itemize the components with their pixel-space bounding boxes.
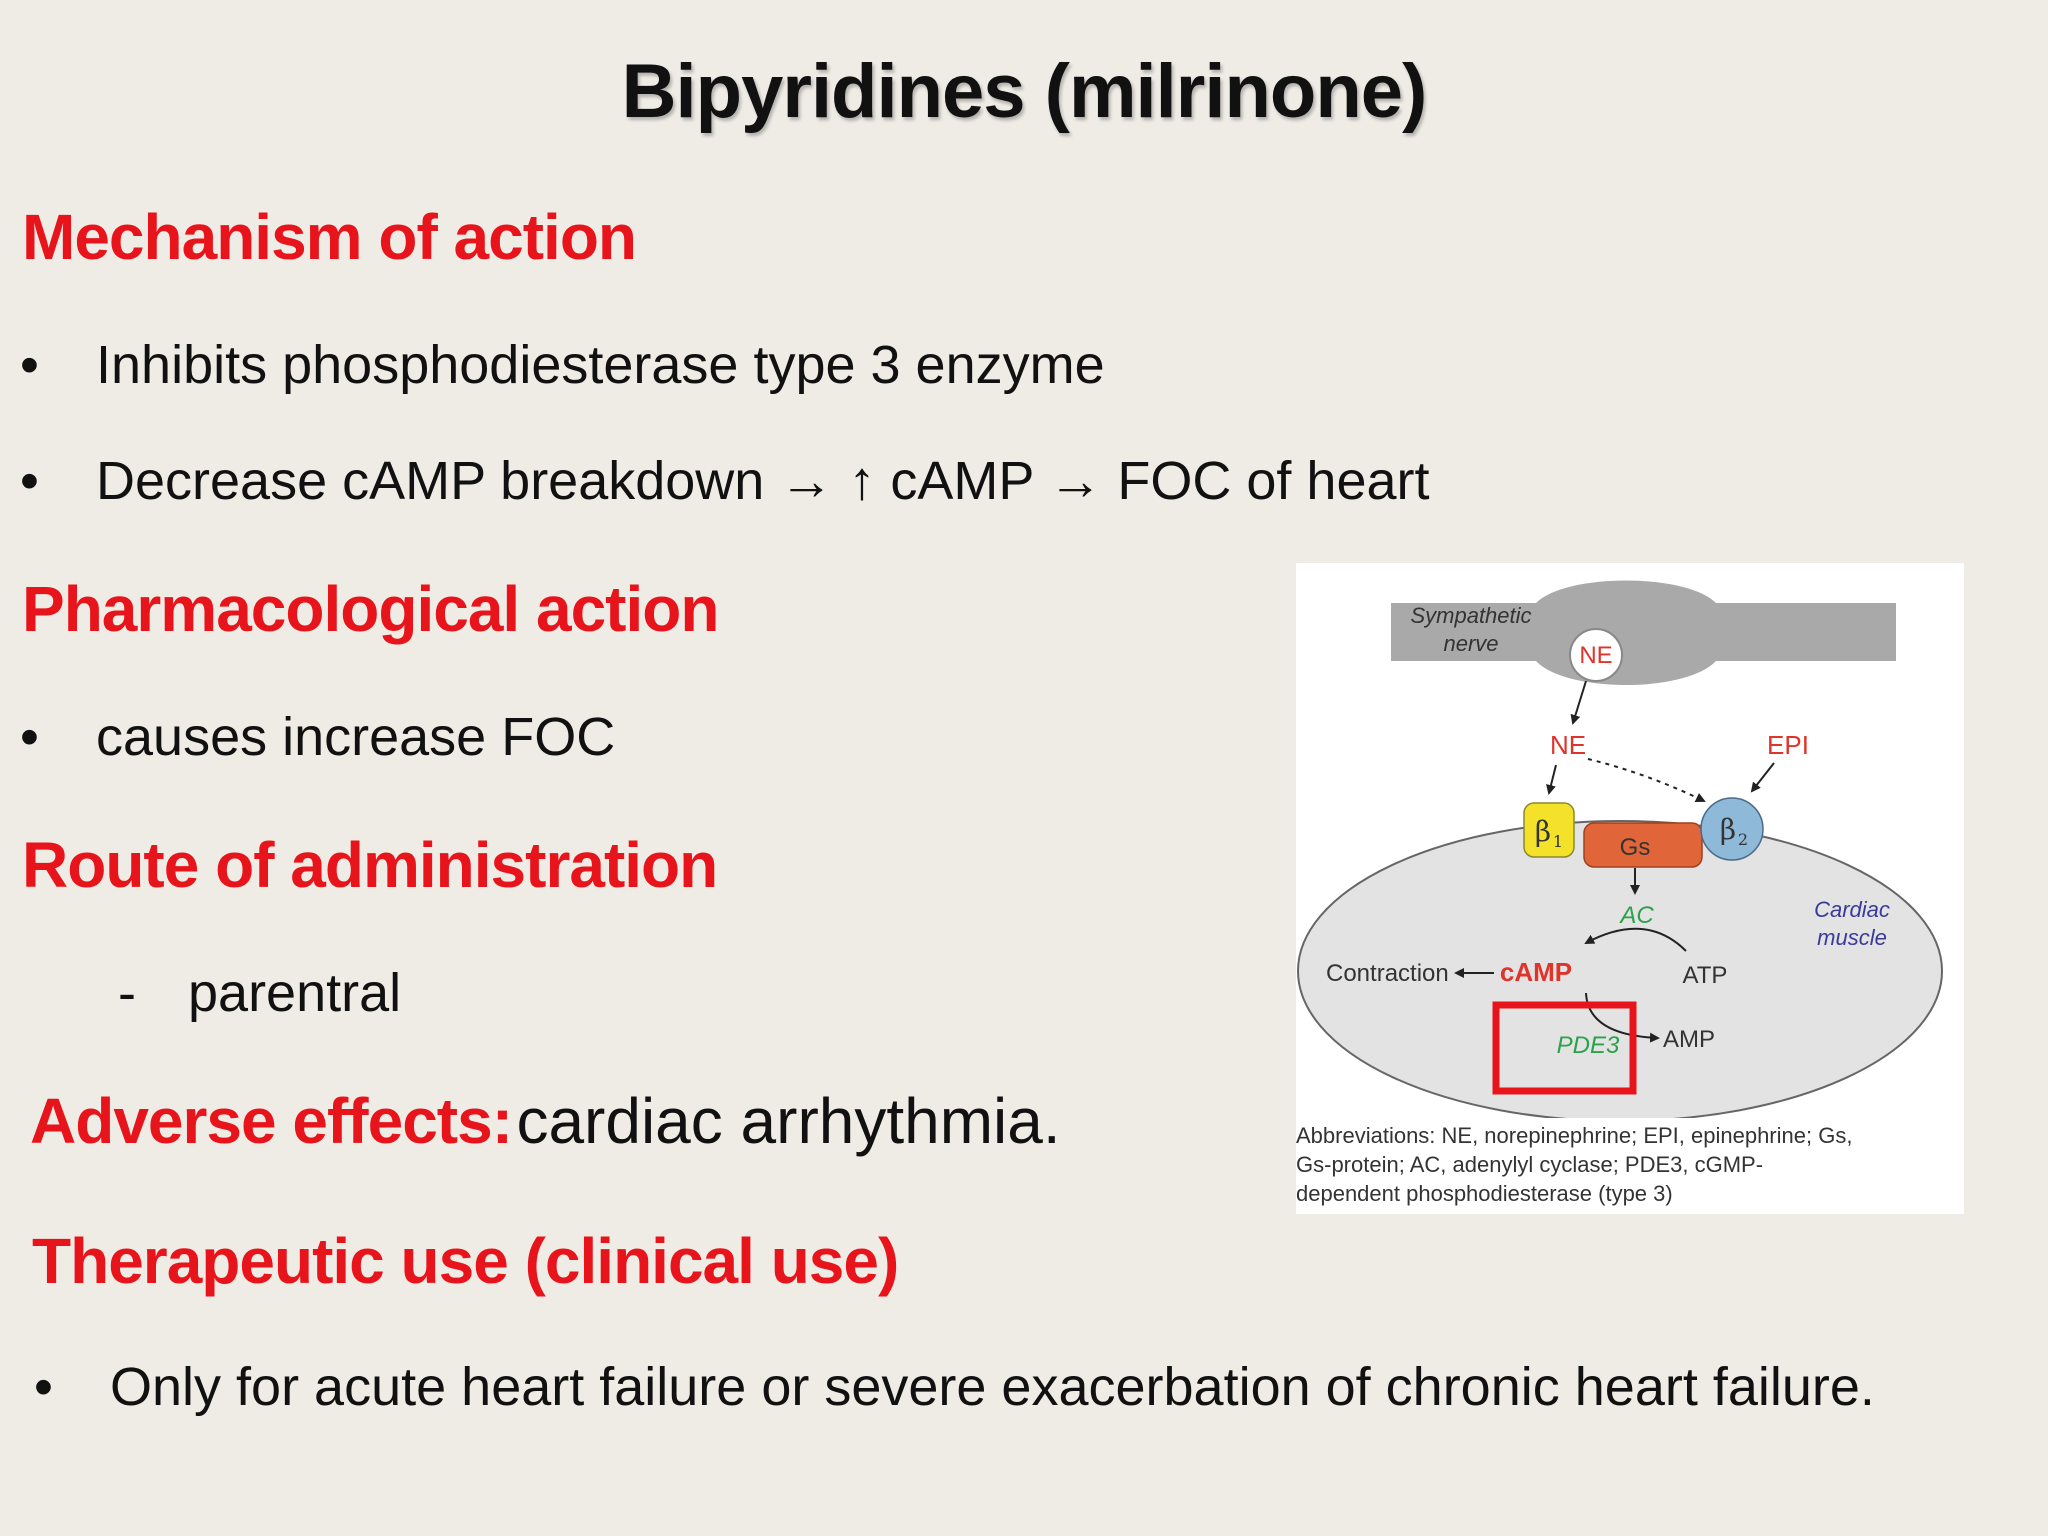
adverse-effects [30,1084,1061,1158]
dash-symbol: - [118,963,136,1023]
mechanism-figure [1296,563,1964,1214]
beta1-symbol: β [1534,815,1552,848]
beta2-subscript: 2 [1737,830,1749,849]
contraction-label: Contraction [1326,960,1449,987]
heading-route: Route of administration [22,829,718,901]
beta1-subscript: 1 [1552,832,1564,851]
caption-line-1: Abbreviations: NE, norepinephrine; EPI, epinephrine; Gs, [1296,1123,1853,1148]
atp-label: ATP [1682,962,1728,989]
caption-line-2: Gs-protein; AC, adenylyl cyclase; PDE3, cGMP- [1296,1152,1764,1177]
adverse-value: cardiac arrhythmia. [516,1085,1061,1157]
ne-beta1-arrow [1549,765,1556,793]
ne-release-arrow [1573,681,1586,723]
figure-caption [1296,1121,1964,1208]
bullet-text: causes increase FOC [96,707,616,767]
ne-beta2-dotted-arrow [1588,759,1704,801]
heading-therapeutic: Therapeutic use (clinical use) [32,1225,899,1297]
bullet-text: Only for acute heart failure or severe exacerbation of chronic heart failure. [110,1357,1875,1417]
gs-label: Gs [1619,834,1651,861]
bullet-dot: • [34,1357,53,1417]
sympathetic-label-2: nerve [1443,631,1499,656]
epi-label: EPI [1767,730,1809,760]
adverse-label: Adverse effects: [30,1085,512,1157]
epi-beta2-arrow [1752,763,1774,791]
bullet-text: Inhibits phosphodiesterase type 3 enzyme [96,335,1105,395]
mechanism-diagram [1296,563,1964,1118]
caption-line-3: dependent phosphodiesterase (type 3) [1296,1181,1673,1206]
amp-label: AMP [1663,1026,1716,1053]
heading-mechanism: Mechanism of action [22,201,636,273]
cardiac-label-2: muscle [1817,925,1887,950]
slide-title: Bipyridines (milrinone) [621,49,1427,134]
sympathetic-label-1: Sympathetic [1410,603,1532,628]
ac-label: AC [1620,902,1654,929]
heading-pharmacological: Pharmacological action [22,573,719,645]
beta2-symbol: β [1719,813,1737,846]
bullet-dot: • [20,335,39,395]
ne-released-label: NE [1549,730,1587,760]
bullet-dot: • [20,451,39,511]
ne-vesicle-label: NE [1579,642,1613,669]
bullet-dot: • [20,707,39,767]
bullet-text: Decrease cAMP breakdown → ↑ cAMP → FOC of heart [96,451,1430,511]
route-item-text: parentral [188,963,402,1023]
pde3-label: PDE3 [1556,1032,1620,1059]
cardiac-label-1: Cardiac [1814,897,1890,922]
camp-label: cAMP [1499,957,1573,987]
